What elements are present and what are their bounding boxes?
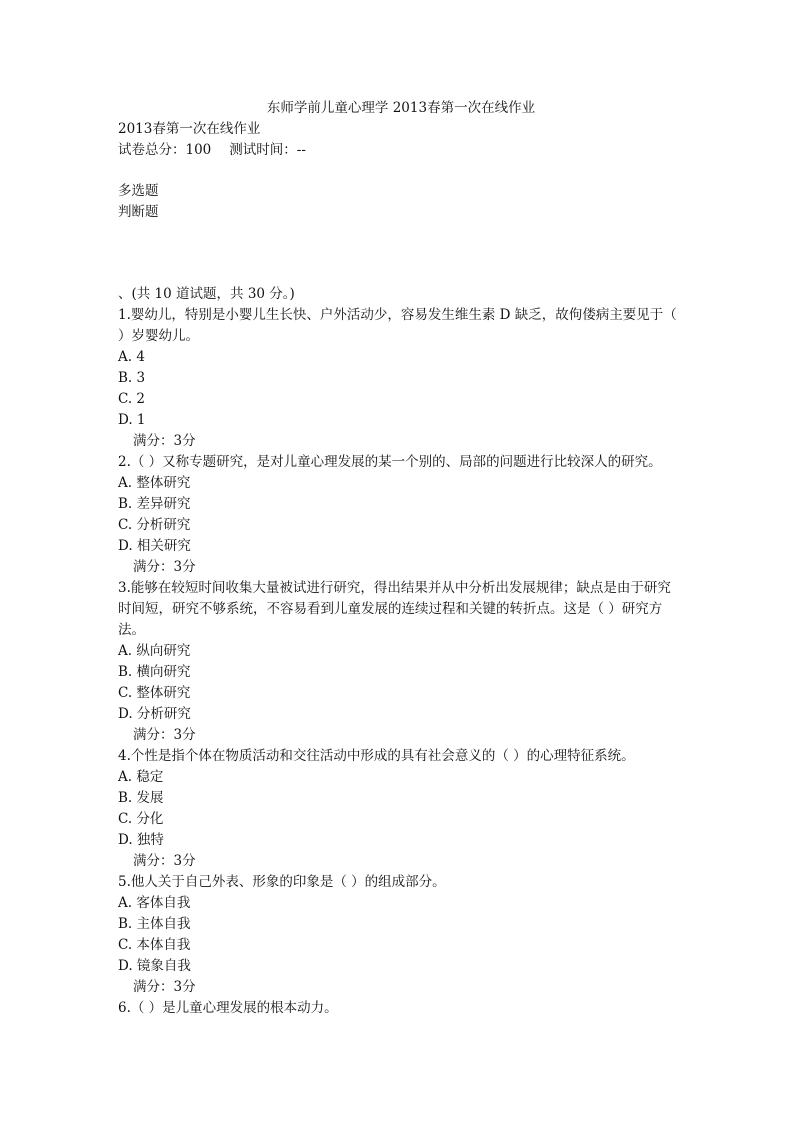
exam-meta	[118, 140, 684, 161]
section-true-false[interactable]: 判断题	[118, 204, 159, 220]
question-stem: 6.（ ）是儿童心理发展的根本动力。	[118, 1000, 338, 1016]
question-list	[118, 305, 684, 1019]
answer-option[interactable]: C. 分析研究	[118, 517, 191, 533]
answer-option[interactable]: B. 3	[118, 370, 146, 386]
question-score: 满分：3分	[133, 727, 196, 743]
section-multi-choice[interactable]: 多选题	[118, 183, 159, 199]
answer-option[interactable]: B. 主体自我	[118, 916, 191, 932]
document-subtitle: 2013春第一次在线作业	[118, 121, 261, 137]
total-score: 试卷总分：100	[118, 142, 212, 158]
answer-option[interactable]: A. 整体研究	[118, 475, 191, 491]
document-page	[118, 98, 684, 1019]
answer-option[interactable]: A. 稳定	[118, 769, 164, 785]
question-item	[118, 578, 684, 746]
answer-option[interactable]: C. 分化	[118, 811, 164, 827]
answer-option[interactable]: A. 4	[118, 349, 145, 365]
answer-option[interactable]: D. 分析研究	[118, 706, 191, 722]
question-item	[118, 872, 684, 998]
section-list	[118, 181, 684, 223]
answer-option[interactable]: A. 客体自我	[118, 895, 191, 911]
answer-option[interactable]: D. 相关研究	[118, 538, 191, 554]
question-stem: 4.个性是指个体在物质活动和交往活动中形成的具有社会意义的（ ）的心理特征系统。	[118, 748, 635, 764]
answer-option[interactable]: A. 纵向研究	[118, 643, 191, 659]
question-stem: 5.他人关于自己外表、形象的印象是（ ）的组成部分。	[118, 874, 446, 890]
question-stem: 3.能够在较短时间收集大量被试进行研究，得出结果并从中分析出发展规律；缺点是由于研究时间短，研究不够系统，不容易看到儿童发展的连续过程和关键的转折点。这是（ ）研究方法。	[118, 580, 671, 638]
question-stem: 2.（ ）又称专题研究，是对儿童心理发展的某一个别的、局部的问题进行比较深人的研究。	[118, 454, 662, 470]
answer-option[interactable]: D. 1	[118, 412, 146, 428]
question-item	[118, 452, 684, 578]
section-intro: 、(共 10 道试题，共 30 分。)	[118, 286, 295, 302]
answer-option[interactable]: D. 独特	[118, 832, 164, 848]
answer-option[interactable]: B. 发展	[118, 790, 164, 806]
answer-option[interactable]: B. 差异研究	[118, 496, 191, 512]
answer-option[interactable]: B. 横向研究	[118, 664, 191, 680]
answer-option[interactable]: C. 本体自我	[118, 937, 191, 953]
question-score: 满分：3分	[133, 853, 196, 869]
question-score: 满分：3分	[133, 559, 196, 575]
question-score: 满分：3分	[133, 433, 196, 449]
answer-option[interactable]: C. 整体研究	[118, 685, 191, 701]
answer-option[interactable]: C. 2	[118, 391, 146, 407]
question-item	[118, 746, 684, 872]
question-item	[118, 998, 684, 1019]
question-stem: 1.婴幼儿，特别是小婴儿生长快、户外活动少，容易发生维生素 D 缺乏，故佝偻病主要见于（ ）岁婴幼儿。	[118, 307, 677, 344]
document-title: 东师学前儿童心理学 2013春第一次在线作业	[266, 100, 536, 116]
question-score: 满分：3分	[133, 979, 196, 995]
answer-option[interactable]: D. 镜象自我	[118, 958, 191, 974]
test-time: 测试时间：--	[229, 142, 306, 158]
question-item	[118, 305, 684, 452]
